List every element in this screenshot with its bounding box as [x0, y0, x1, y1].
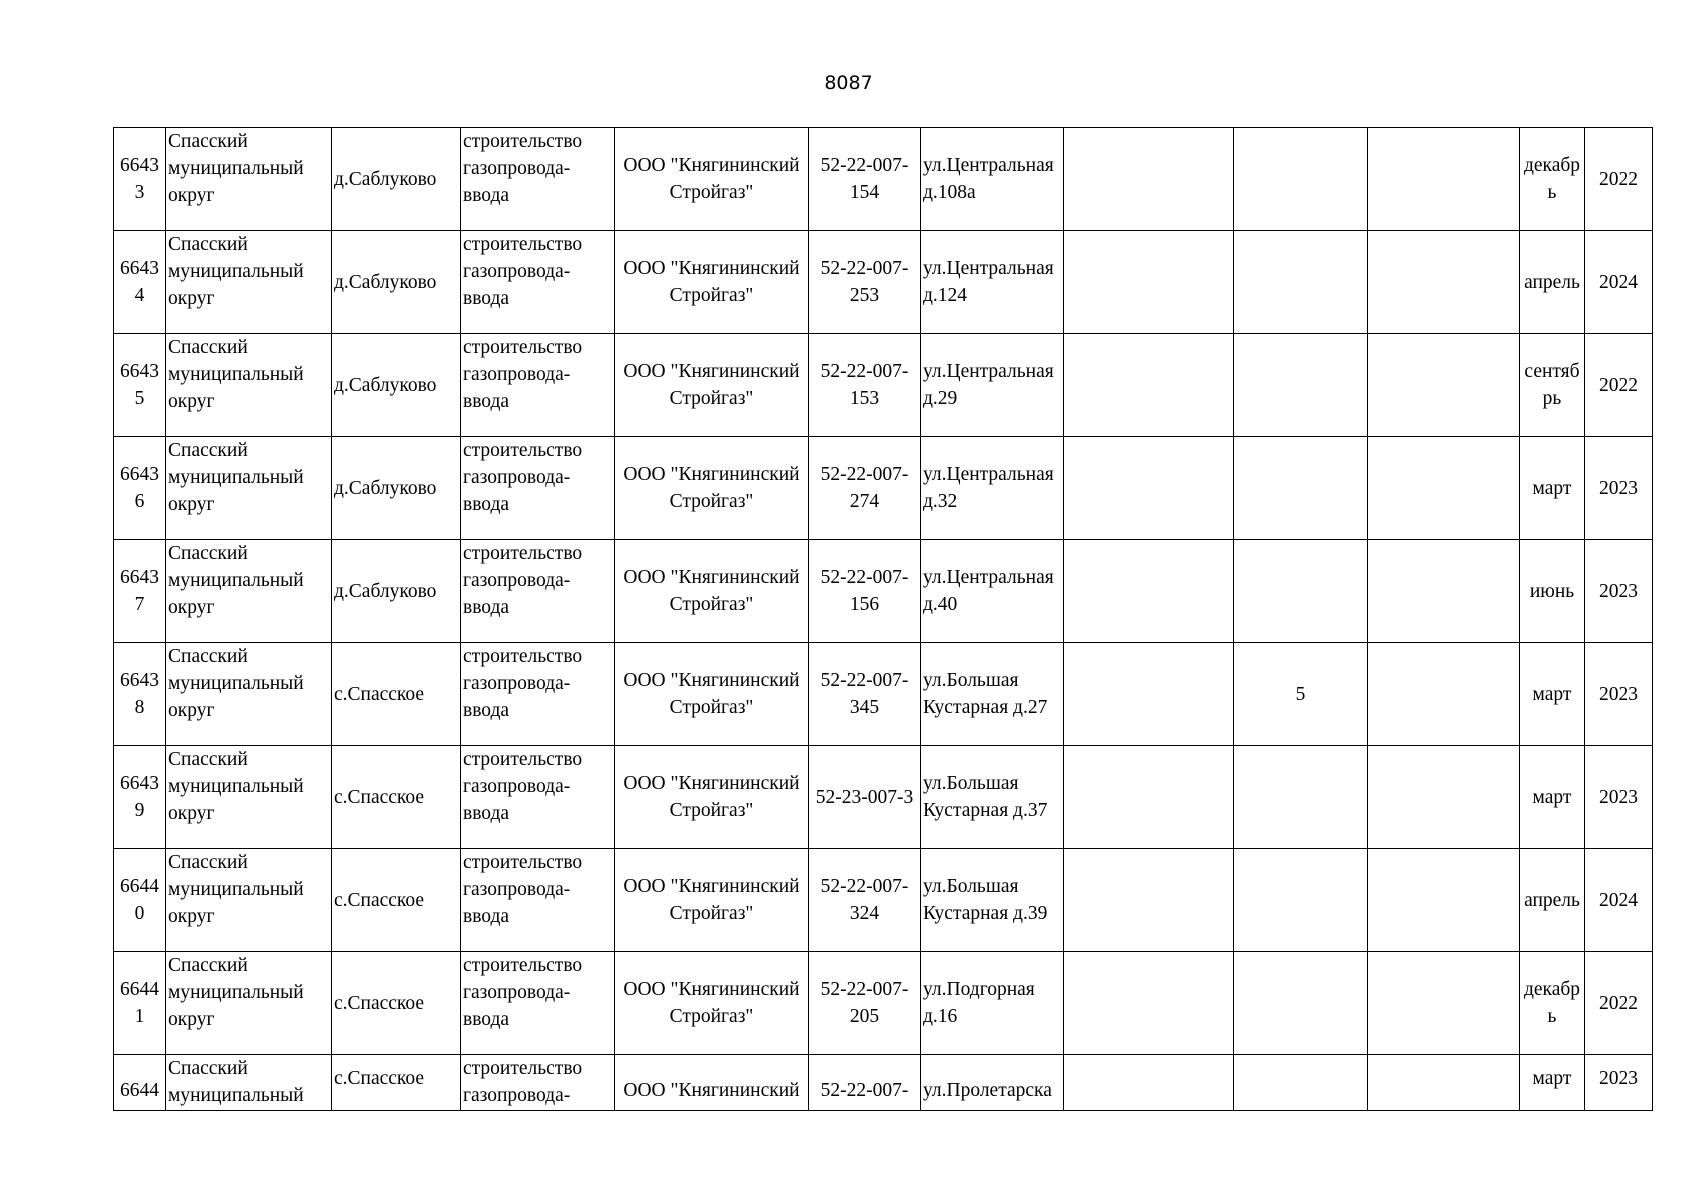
cell-month: апрель [1520, 849, 1585, 952]
cell-column-9 [1064, 437, 1234, 540]
cell-year: 2023 [1585, 540, 1653, 643]
cell-district: Спасский муниципальный [166, 1055, 332, 1111]
cell-cadastral-number: 52-22-007-205 [809, 952, 921, 1055]
table-row [114, 540, 1653, 643]
cell-number: 66436 [114, 437, 166, 540]
table-row [114, 849, 1653, 952]
cell-organization: ООО "Княгининский Стройгаз" [615, 849, 809, 952]
cell-settlement: д.Саблуково [332, 231, 461, 334]
cell-settlement: с.Спасское [332, 1055, 461, 1111]
cell-address: ул.Центральная д.32 [921, 437, 1064, 540]
cell-column-11 [1368, 643, 1520, 746]
cell-month: март [1520, 437, 1585, 540]
table-row [114, 1055, 1653, 1111]
cell-organization: ООО "Княгининский Стройгаз" [615, 437, 809, 540]
cell-year: 2024 [1585, 849, 1653, 952]
cell-cadastral-number: 52-22-007-345 [809, 643, 921, 746]
cell-column-9 [1064, 1055, 1234, 1111]
cell-work-type: строительство газопровода-ввода [461, 643, 615, 746]
cell-column-10 [1234, 746, 1368, 849]
cell-cadastral-number: 52-22-007-154 [809, 128, 921, 231]
cell-work-type: строительство газопровода-ввода [461, 746, 615, 849]
cell-work-type: строительство газопровода- [461, 1055, 615, 1111]
cell-month: декабрь [1520, 128, 1585, 231]
cell-settlement: с.Спасское [332, 746, 461, 849]
cell-column-11 [1368, 231, 1520, 334]
cell-month: декабрь [1520, 952, 1585, 1055]
cell-settlement: с.Спасское [332, 952, 461, 1055]
cell-settlement: д.Саблуково [332, 437, 461, 540]
cell-column-9 [1064, 643, 1234, 746]
cell-year: 2022 [1585, 952, 1653, 1055]
cell-settlement: д.Саблуково [332, 128, 461, 231]
cell-district: Спасский муниципальный округ [166, 952, 332, 1055]
cell-organization: ООО "Княгининский Стройгаз" [615, 334, 809, 437]
cell-year: 2023 [1585, 643, 1653, 746]
cell-organization: ООО "Княгининский Стройгаз" [615, 231, 809, 334]
cell-address: ул.Подгорная д.16 [921, 952, 1064, 1055]
cell-address: ул.Центральная д.40 [921, 540, 1064, 643]
cell-address: ул.Центральная д.108а [921, 128, 1064, 231]
cell-column-10 [1234, 231, 1368, 334]
cell-district: Спасский муниципальный округ [166, 231, 332, 334]
cell-address: ул.Центральная д.124 [921, 231, 1064, 334]
cell-cadastral-number: 52-22-007-274 [809, 437, 921, 540]
cell-column-9 [1064, 231, 1234, 334]
cell-year: 2022 [1585, 128, 1653, 231]
cell-address: ул.Пролетарска [921, 1055, 1064, 1111]
cell-work-type: строительство газопровода-ввода [461, 540, 615, 643]
cell-column-10 [1234, 1055, 1368, 1111]
cell-year: 2022 [1585, 334, 1653, 437]
cell-column-10: 5 [1234, 643, 1368, 746]
cell-year: 2023 [1585, 746, 1653, 849]
table-row [114, 128, 1653, 231]
cell-settlement: д.Саблуково [332, 540, 461, 643]
cell-year: 2023 [1585, 437, 1653, 540]
cell-column-10 [1234, 849, 1368, 952]
cell-number: 66435 [114, 334, 166, 437]
cell-month: март [1520, 746, 1585, 849]
cell-organization: ООО "Княгининский Стройгаз" [615, 128, 809, 231]
cell-column-9 [1064, 952, 1234, 1055]
cell-column-11 [1368, 849, 1520, 952]
cell-number: 66434 [114, 231, 166, 334]
cell-address: ул.Центральная д.29 [921, 334, 1064, 437]
cell-column-11 [1368, 334, 1520, 437]
cell-district: Спасский муниципальный округ [166, 128, 332, 231]
cell-district: Спасский муниципальный округ [166, 643, 332, 746]
cell-column-9 [1064, 746, 1234, 849]
register-table [113, 127, 1653, 1111]
cell-column-10 [1234, 128, 1368, 231]
cell-district: Спасский муниципальный округ [166, 540, 332, 643]
cell-address: ул.Большая Кустарная д.27 [921, 643, 1064, 746]
cell-column-9 [1064, 540, 1234, 643]
cell-month: сентябрь [1520, 334, 1585, 437]
cell-cadastral-number: 52-23-007-3 [809, 746, 921, 849]
cell-cadastral-number: 52-22-007-153 [809, 334, 921, 437]
cell-work-type: строительство газопровода-ввода [461, 437, 615, 540]
cell-settlement: д.Саблуково [332, 334, 461, 437]
table-row [114, 643, 1653, 746]
cell-cadastral-number: 52-22-007-156 [809, 540, 921, 643]
table-row [114, 334, 1653, 437]
cell-column-11 [1368, 952, 1520, 1055]
cell-work-type: строительство газопровода-ввода [461, 952, 615, 1055]
cell-number: 66441 [114, 952, 166, 1055]
cell-column-9 [1064, 128, 1234, 231]
cell-district: Спасский муниципальный округ [166, 746, 332, 849]
cell-year: 2023 [1585, 1055, 1653, 1111]
cell-number: 66433 [114, 128, 166, 231]
cell-column-11 [1368, 1055, 1520, 1111]
table-row [114, 952, 1653, 1055]
cell-month: июнь [1520, 540, 1585, 643]
cell-settlement: с.Спасское [332, 643, 461, 746]
cell-organization: ООО "Княгининский Стройгаз" [615, 643, 809, 746]
cell-district: Спасский муниципальный округ [166, 437, 332, 540]
cell-column-10 [1234, 437, 1368, 540]
cell-month: март [1520, 643, 1585, 746]
cell-cadastral-number: 52-22-007-253 [809, 231, 921, 334]
cell-number: 66437 [114, 540, 166, 643]
cell-column-11 [1368, 540, 1520, 643]
cell-work-type: строительство газопровода-ввода [461, 128, 615, 231]
cell-column-10 [1234, 540, 1368, 643]
cell-organization: ООО "Княгининский Стройгаз" [615, 540, 809, 643]
cell-year: 2024 [1585, 231, 1653, 334]
cell-cadastral-number: 52-22-007- [809, 1055, 921, 1111]
cell-organization: ООО "Княгининский Стройгаз" [615, 952, 809, 1055]
cell-number: 66439 [114, 746, 166, 849]
cell-column-11 [1368, 437, 1520, 540]
cell-organization: ООО "Княгининский [615, 1055, 809, 1111]
cell-address: ул.Большая Кустарная д.37 [921, 746, 1064, 849]
page-number: 8087 [824, 72, 873, 94]
cell-work-type: строительство газопровода-ввода [461, 849, 615, 952]
cell-column-10 [1234, 952, 1368, 1055]
cell-district: Спасский муниципальный округ [166, 849, 332, 952]
table-row [114, 437, 1653, 540]
cell-number: 66438 [114, 643, 166, 746]
cell-number: 6644 [114, 1055, 166, 1111]
cell-organization: ООО "Княгининский Стройгаз" [615, 746, 809, 849]
cell-address: ул.Большая Кустарная д.39 [921, 849, 1064, 952]
table-row [114, 231, 1653, 334]
cell-settlement: с.Спасское [332, 849, 461, 952]
cell-work-type: строительство газопровода-ввода [461, 334, 615, 437]
cell-column-10 [1234, 334, 1368, 437]
cell-column-11 [1368, 746, 1520, 849]
cell-cadastral-number: 52-22-007-324 [809, 849, 921, 952]
cell-number: 66440 [114, 849, 166, 952]
cell-month: март [1520, 1055, 1585, 1111]
cell-district: Спасский муниципальный округ [166, 334, 332, 437]
cell-column-11 [1368, 128, 1520, 231]
cell-month: апрель [1520, 231, 1585, 334]
cell-column-9 [1064, 849, 1234, 952]
cell-work-type: строительство газопровода-ввода [461, 231, 615, 334]
cell-column-9 [1064, 334, 1234, 437]
table-row [114, 746, 1653, 849]
